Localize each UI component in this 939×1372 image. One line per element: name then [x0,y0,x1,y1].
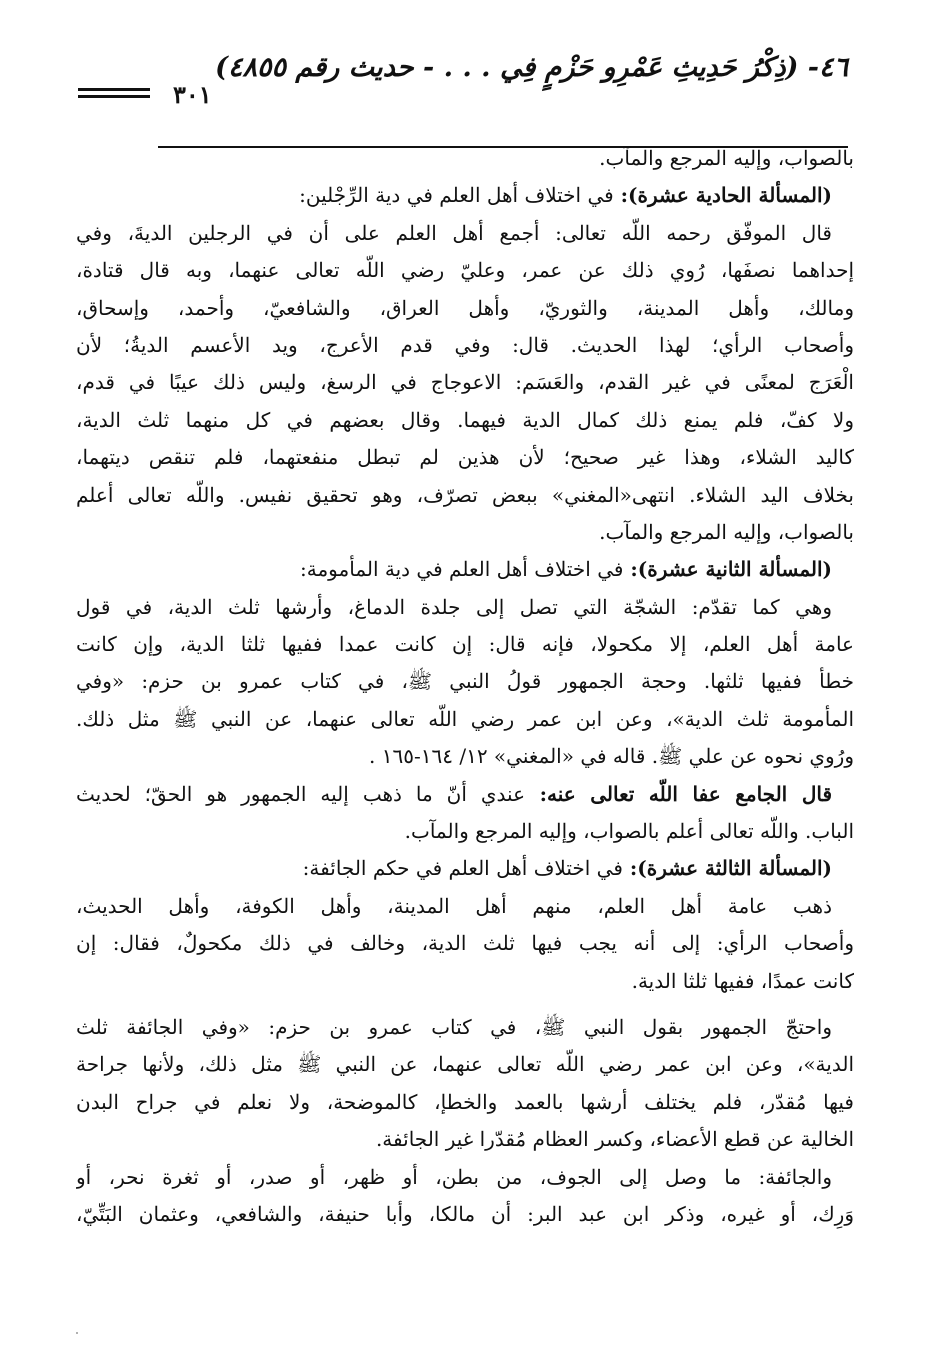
line-text: وأصحاب الرأي: إلى أنه يجب فيها ثلث الدية، وخالف في ذلك مكحولٌ، فقال: إن [76,931,854,956]
text-line [76,1196,854,1233]
text-line [76,477,854,514]
line-text: الخالية عن قطع الأعضاء، وكسر العظام مُقدّرا غير الجائفة. [375,1127,854,1152]
line-text: كاليد الشلاء، وهذا غير صحيح؛ لأن هذين لم تبطل منفعتهما، فلم تنقص ديتهما، [76,445,854,470]
text-line [76,850,854,887]
section-heading: (المسألة الثانية عشرة): [623,557,832,582]
text-line [76,888,854,925]
line-text: واحتجّ الجمهور بقول النبي ﷺ، في كتاب عمرو بن حزم: «وفي الجائفة ثلث [76,1014,832,1039]
line-text: ومالك، وأهل المدينة، والثوريّ، وأهل العراق، والشافعيّ، وأحمد، وإسحاق، [76,295,854,320]
page-number-double-rule [78,88,150,98]
text-line [76,1121,854,1158]
text-line [76,1046,854,1083]
line-text: ورُوي نحوه عن علي ﷺ. قاله في «المغني» ١٢/ ١٦٤-١٦٥ . [369,744,854,769]
line-text: الدية»، وعن ابن عمر رضي اللّه تعالى عنهما، عن النبي ﷺ مثل ذلك، ولأنها جراحة [76,1052,854,1077]
line-text: بالصواب، وإليه المرجع والمآب. [599,146,854,170]
line-text: الباب. واللّه تعالى أعلم بالصواب، وإليه المرجع والمآب. [404,819,854,844]
text-line [76,439,854,476]
text-line [76,663,854,700]
line-text: بخلاف اليد الشلاء. انتهى«المغني» ببعض تصرّف، وهو تحقيق نفيس. واللّه تعالى أعلم [76,482,854,507]
text-line [76,364,854,401]
text-line [76,1009,854,1046]
section-heading: قال الجامع عفا اللّه تعالى عنه: [525,781,832,806]
text-line [76,1084,854,1121]
text-line [76,402,854,439]
text-line [76,925,854,962]
text-line [76,290,854,327]
text-line [76,813,854,850]
line-text: وَرِك، أو غيره، وذكر ابن عبد البر: أن مالكا، وأبا حنيفة، والشافعي، وعثمان البَتِّيّ، [76,1201,854,1226]
line-text: والجائفة: ما وصل إلى الجوف، من بطن، أو ظهر، أو صدر، أو ثغرة نحر، أو [76,1164,832,1189]
text-line [76,514,854,551]
text-line [76,551,854,588]
text-line [76,626,854,663]
scan-speck [76,1332,78,1334]
line-text: ولا كفّ، فلم يمنع ذلك كمال الدية فيهما. وقال بعضهم في كل منهما ثلث الدية، [76,407,854,432]
text-line [76,589,854,626]
text-line [76,776,854,813]
text-line [76,327,854,364]
text-line [76,963,854,1000]
section-heading: (المسألة الثالثة عشرة): [622,856,832,881]
running-title: ٤٦- (ذِكْرُ حَدِيثِ عَمْرِو حَزْمٍ فِي . . . - حديث رقم ٤٨٥٥) [215,52,848,83]
text-line [76,701,854,738]
line-text: كانت عمدًا، ففيها ثلثا الدية. [631,968,854,993]
page-body [76,140,854,1233]
line-text: الْعَرَج لمعنًى في غير القدم، والعَسَم: الاعوجاج في الرسغ، وليس ذلك عيبًا في قدم، [76,370,854,395]
section-heading: (المسألة الحادية عشرة): [613,183,832,208]
text-line [76,177,854,214]
text-line [76,1159,854,1196]
text-line [76,215,854,252]
line-text: عامة أهل العلم، إلا مكحولا، فإنه قال: إن كانت عمدا ففيها ثلثا الدية، وإن كانت [76,632,854,657]
line-text: المأمومة ثلث الدية»، وعن ابن عمر رضي اللّه تعالى عنهما، عن النبي ﷺ مثل ذلك. [76,706,854,731]
text-line [76,140,854,177]
line-text: وأصحاب الرأي؛ لهذا الحديث. قال: وفي قدم الأعرج، ويد الأعسم الديةُ؛ لأن [76,332,854,357]
line-text: إحداهما نصفَها، رُوي ذلك عن عمر، وعليّ رضي اللّه تعالى عنهما، وبه قال قتادة، [76,258,854,283]
line-text: في اختلاف أهل العلم في دية الرِّجْلين: [299,183,614,208]
line-text: عندي أنّ ما ذهب إليه الجمهور هو الحقّ؛ لحديث [76,781,526,806]
line-text: في اختلاف أهل العلم في حكم الجائفة: [302,856,623,881]
page-number: ٣٠١ [173,80,212,109]
line-text: قال الموفّق رحمه اللّه تعالى: أجمع أهل العلم على أن في الرجلين الديةَ، وفي [76,220,832,245]
line-text: بالصواب، وإليه المرجع والمآب. [599,519,854,544]
line-text: ذهب عامة أهل العلم، منهم أهل المدينة، وأهل الكوفة، وأهل الحديث، [76,893,832,918]
line-text: فيها مُقدّر، فلم يختلف أرشها بالعمد والخطإ، كالموضحة، ولا نعلم في جراح البدن [76,1089,854,1114]
line-text: خطأ ففيها ثلثها. وحجة الجمهور قولُ النبي ﷺ، في كتاب عمرو بن حزم: «وفي [76,669,854,694]
line-text: في اختلاف أهل العلم في دية المأمومة: [300,557,624,582]
line-text: وهي كما تقدّم: الشجّة التي تصل إلى جلدة الدماغ، وأرشها ثلث الدية، في قول [76,594,832,619]
page-header [78,52,848,109]
text-line [76,738,854,775]
text-line [76,252,854,289]
